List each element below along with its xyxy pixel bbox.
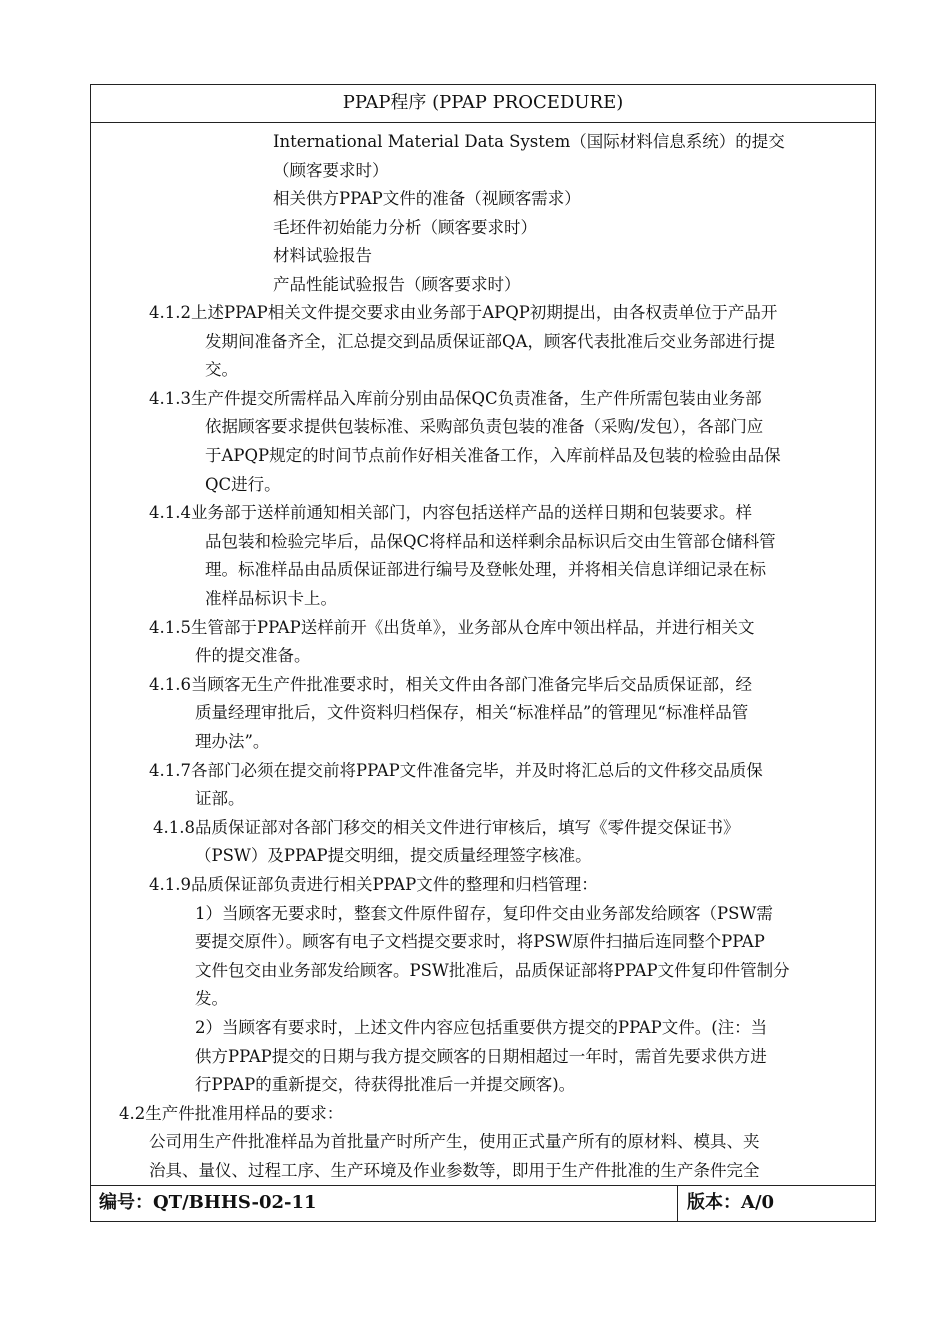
document-frame <box>90 84 876 1222</box>
footer <box>91 1185 875 1221</box>
section-4-2: 4.2生产件批准用样品的要求： <box>119 1104 344 1123</box>
section-4-1-4: 4.1.4业务部于送样前通知相关部门，内容包括送样产品的送样日期和包装要求。样 <box>149 503 752 522</box>
text-line: 治具、量仪、过程工序、生产环境及作业参数等，即用于生产件批准的生产条件完全 <box>149 1161 760 1180</box>
document-number: 编号：QT/BHHS-02-11 <box>99 1192 317 1213</box>
text-line: （顾客要求时） <box>273 161 389 180</box>
section-4-1-7: 4.1.7各部门必须在提交前将PPAP文件准备完毕，并及时将汇总后的文件移交品质保 <box>149 761 763 780</box>
text-line: 准样品标识卡上。 <box>205 589 337 608</box>
text-line: 依据顾客要求提供包装标准、采购部负责包装的准备（采购/发包），各部门应 <box>205 417 764 436</box>
text-line: International Material Data System（国际材料信息系统）的提交 <box>273 132 785 151</box>
text-line: 理。标准样品由品质保证部进行编号及登帐处理，并将相关信息详细记录在标 <box>205 560 766 579</box>
document-body <box>91 123 875 1185</box>
text-line: 行PPAP的重新提交，待获得批准后一并提交顾客)。 <box>195 1075 576 1094</box>
text-line: 交。 <box>205 360 238 379</box>
text-line: 要提交原件）。顾客有电子文档提交要求时，将PSW原件扫描后连同整个PPAP <box>195 932 765 951</box>
text-line: 供方PPAP提交的日期与我方提交顾客的日期相超过一年时，需首先要求供方进 <box>195 1047 767 1066</box>
text-line: QC进行。 <box>205 475 281 494</box>
footer-divider <box>677 1186 678 1221</box>
text-line: 材料试验报告 <box>273 246 372 265</box>
text-line: 质量经理审批后，文件资料归档保存，相关“标准样品”的管理见“标准样品管 <box>195 703 749 722</box>
section-4-1-8: 4.1.8品质保证部对各部门移交的相关文件进行审核后，填写《零件提交保证书》 <box>153 818 740 837</box>
section-4-1-6: 4.1.6当顾客无生产件批准要求时，相关文件由各部门准备完毕后交品质保证部，经 <box>149 675 752 694</box>
text-line: 理办法”。 <box>195 732 270 751</box>
text-line: 文件包交由业务部发给顾客。PSW批准后，品质保证部将PPAP文件复印件管制分 <box>195 961 790 980</box>
text-line: 于APQP规定的时间节点前作好相关准备工作，入库前样品及包装的检验由品保 <box>205 446 781 465</box>
text-line: 发。 <box>195 989 228 1008</box>
text-line: 品包装和检验完毕后，品保QC将样品和送样剩余品标识后交由生管部仓储科管 <box>205 532 776 551</box>
text-line: 件的提交准备。 <box>195 646 311 665</box>
text-line: 公司用生产件批准样品为首批量产时所产生，使用正式量产所有的原材料、模具、夹 <box>149 1132 760 1151</box>
section-4-1-2: 4.1.2上述PPAP相关文件提交要求由业务部于APQP初期提出，由各权责单位于产品开 <box>149 303 778 322</box>
text-line: 发期间准备齐全，汇总提交到品质保证部QA，顾客代表批准后交业务部进行提 <box>205 332 775 351</box>
version-label: 版本：A/0 <box>687 1192 775 1213</box>
section-4-1-5: 4.1.5生管部于PPAP送样前开《出货单》，业务部从仓库中领出样品，并进行相关文 <box>149 618 755 637</box>
text-line: 2）当顾客有要求时，上述文件内容应包括重要供方提交的PPAP文件。(注：当 <box>195 1018 768 1037</box>
text-line: 相关供方PPAP文件的准备（视顾客需求） <box>273 189 581 208</box>
text-line: 证部。 <box>195 789 245 808</box>
section-4-1-9: 4.1.9品质保证部负责进行相关PPAP文件的整理和归档管理： <box>149 875 598 894</box>
text-line: 产品性能试验报告（顾客要求时） <box>273 275 521 294</box>
text-line: （PSW）及PPAP提交明细，提交质量经理签字核准。 <box>195 846 592 865</box>
text-line: 毛坯件初始能力分析（顾客要求时） <box>273 218 537 237</box>
page-title: PPAP程序 (PPAP PROCEDURE) <box>91 85 875 123</box>
section-4-1-3: 4.1.3生产件提交所需样品入库前分别由品保QC负责准备，生产件所需包装由业务部 <box>149 389 762 408</box>
text-line: 1）当顾客无要求时，整套文件原件留存，复印件交由业务部发给顾客（PSW需 <box>195 904 773 923</box>
